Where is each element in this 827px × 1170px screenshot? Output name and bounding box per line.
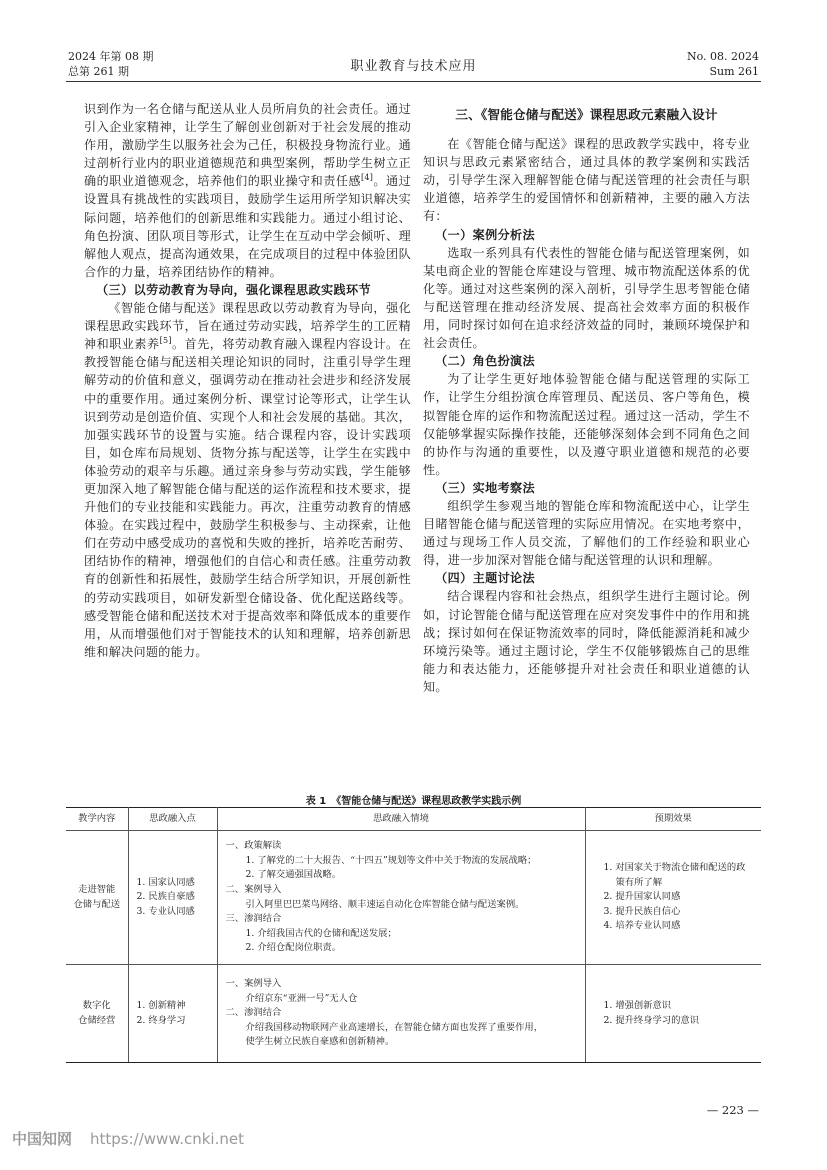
cell-line: 策有所了解 xyxy=(615,876,662,888)
section-heading: （二）角色扮演法 xyxy=(435,354,536,369)
cell-integration-points xyxy=(128,831,217,965)
cell-line: 1. 创新精神 xyxy=(136,999,186,1011)
cell-line: 引入阿里巴巴菜鸟网络、顺丰速运自动化仓库智能仓储与配送案例。 xyxy=(245,898,525,910)
section-heading: （三）以劳动教育为导向，强化课程思政实践环节 xyxy=(96,282,371,297)
paragraph: 结合课程内容和社会热点，组织学生进行主题讨论。例如，讨论智能仓储与配送管理在应对突发事件中的作用和挑战；探讨如何在保证物流效率的同时，降低能源消耗和减少环境污染等。通过主题讨论，学生不仅能够锻炼自己的思维能力和表达能力，还能够提升对社会责任和职业道德的认知。 xyxy=(423,589,750,694)
cell-situation xyxy=(217,831,585,965)
paragraph: 在《智能仓储与配送》课程的思政教学实践中，将专业知识与思政元素紧密结合，通过具体的教学案例和实践活动，引导学生深入理解智能仓储与配送管理的社会责任与职业道德，培养学生的爱国情怀和创新精神，主要的融入方法有： xyxy=(423,137,750,224)
cell-line: 二、渗润结合 xyxy=(225,1007,282,1019)
header-total: 总第 261 期 xyxy=(68,65,129,78)
cell-line: 1. 增强创新意识 xyxy=(603,999,672,1011)
cnki-watermark xyxy=(12,1128,244,1149)
header-total-en: Sum 261 xyxy=(709,65,759,78)
cell-line: 一、政策解读 xyxy=(225,840,282,852)
page-number: — 223 — xyxy=(706,1103,759,1117)
header-issue: 2024 年第 08 期 xyxy=(68,50,154,63)
cell-line: 2. 民族自豪感 xyxy=(136,891,195,903)
paragraph-text: 。通过设置具有挑战性的实践项目，鼓励学生运用所学知识解决实际问题，培养他们的创新思维和实践能力。通过小组讨论、角色扮演、团队项目等形式，让学生在互动中学会倾听、理解他人观点，提高沟通效果，在完成项目的过程中体验团队合作的力量，培养团结协作的精神。 xyxy=(84,174,411,279)
column-header: 预期效果 xyxy=(585,808,761,831)
right-column xyxy=(423,100,750,696)
column-header: 教学内容 xyxy=(66,808,128,831)
cell-situation xyxy=(217,965,585,1063)
table-row xyxy=(66,965,761,1063)
column-header: 思政融入情境 xyxy=(217,808,585,831)
cell-line: 1. 介绍我国古代的仓储和配送发展； xyxy=(245,927,397,939)
cell-line: 2. 了解交通强国战略。 xyxy=(245,869,341,881)
cell-line: 仓储经营 xyxy=(78,1014,116,1026)
cell-line: 1. 国家认同感 xyxy=(136,876,195,888)
cell-line: 2. 提升国家认同感 xyxy=(603,891,681,903)
citation-ref[interactable]: [4] xyxy=(361,173,374,183)
cell-line: 三、渗润结合 xyxy=(225,913,282,925)
cell-effects xyxy=(585,831,761,965)
column-header: 思政融入点 xyxy=(128,808,217,831)
cell-line: 使学生树立民族自豪感和创新精神。 xyxy=(245,1036,395,1048)
table-header-row xyxy=(66,808,761,831)
cell-line: 走进智能 xyxy=(78,883,116,895)
cell-integration-points xyxy=(128,965,217,1063)
cell-effects xyxy=(585,965,761,1063)
cell-line: 1. 对国家关于物流仓储和配送的政 xyxy=(603,862,746,874)
cell-teaching-content xyxy=(66,965,128,1063)
cell-line: 2. 提升终身学习的意识 xyxy=(603,1014,699,1026)
paragraph xyxy=(84,100,411,281)
header-rule xyxy=(66,81,761,82)
cell-line: 介绍我国移动物联网产业高速增长，在智能仓储方面也发挥了重要作用， xyxy=(245,1021,544,1033)
cell-line: 4. 培养专业认同感 xyxy=(603,920,681,932)
section-heading: （一）案例分析法 xyxy=(435,227,536,242)
paragraph: 组织学生参观当地的智能仓库和物流配送中心，让学生目睹智能仓储与配送管理的实际应用情况。在实地考察中，通过与现场工作人员交流，了解他们的工作经验和职业心得，进一步加深对智能仓储与配送管理的认识和理解。 xyxy=(423,498,750,568)
watermark-name: 中国知网 xyxy=(12,1130,73,1148)
watermark-url[interactable]: https://www.cnki.net xyxy=(90,1130,244,1148)
paragraph: 选取一系列具有代表性的智能仓储与配送管理案例，如某电商企业的智能仓库建设与管理、城市物流配送体系的优化等。通过对这些案例的深入剖析，引导学生思考智能仓储与配送管理在推动经济发展、提高社会效率方面的积极作用，同时探讨如何在追求经济效益的同时，兼顾环境保护和社会责任。 xyxy=(423,245,750,351)
cell-line: 3. 专业认同感 xyxy=(136,905,195,917)
chapter-heading: 三、《智能仓储与配送》课程思政元素融入设计 xyxy=(455,107,718,122)
cell-line: 二、案例导入 xyxy=(225,883,282,895)
header-issue-en: No. 08. 2024 xyxy=(686,50,759,63)
cell-teaching-content xyxy=(66,831,128,965)
paragraph: 为了让学生更好地体验智能仓储与配送管理的实际工作，让学生分组扮演仓库管理员、配送员、客户等角色，模拟智能仓库的运作和物流配送过程。通过这一活动，学生不仅能够掌握实际操作技能，还能够深刻体会到不同角色之间的协作与沟通的重要性，以及遵守职业道德和规范的必要性。 xyxy=(423,372,750,477)
header-issue-info-en xyxy=(687,49,759,79)
cell-line: 仓储与配送 xyxy=(73,898,120,910)
cell-line: 一、案例导入 xyxy=(225,978,282,990)
cell-line: 数字化 xyxy=(82,999,111,1011)
cell-line: 2. 介绍仓配岗位职责。 xyxy=(245,942,341,954)
journal-title: 职业教育与技术应用 xyxy=(350,59,477,74)
paragraph xyxy=(84,299,411,661)
practice-table xyxy=(66,807,761,1063)
section-heading: （三）实地考察法 xyxy=(435,480,536,495)
table-row xyxy=(66,831,761,965)
paragraph-text: 《智能仓储与配送》课程思政以劳动教育为导向，强化课程思政实践环节，旨在通过劳动实践，培养学生的工匠精神和职业素养 xyxy=(84,301,411,352)
left-column xyxy=(84,100,411,661)
citation-ref[interactable]: [5] xyxy=(159,336,172,346)
table-caption: 表 1 《智能仓储与配送》课程思政教学实践示例 xyxy=(305,796,522,807)
paragraph-text: 识到作为一名仓储与配送从业人员所肩负的社会责任。通过引入企业家精神，让学生了解创业创新对于社会发展的推动作用，激励学生以服务社会为己任，积极投身物流行业。通过剖析行业内的职业道德规范和典型案例，帮助学生树立正确的职业道德观念，培养他们的职业操守和责任感 xyxy=(84,102,411,189)
cell-line: 3. 提升民族自信心 xyxy=(603,905,681,917)
cell-line: 1. 了解党的二十大报告、“十四五”规划等文件中关于物流的发展战略； xyxy=(245,854,537,866)
paragraph-text: 。首先，将劳动教育融入课程内容设计。在教授智能仓储与配送相关理论知识的同时，注重引导学生理解劳动的价值和意义，强调劳动在推动社会进步和经济发展中的重要作用。通过案例分析、课堂讨论等形式，让学生认识到劳动是创造价值、实现个人和社会发展的基础。其次，加强实践环节的设置与实施。结合课程内容，设计实践项目，如仓库布局规划、货物分拣与配送等，让学生在实践中体验劳动的艰辛与乐趣。通过亲身参与劳动实践，学生能够更加深入地了解智能仓储与配送的运作流程和技术要求，提升他们的专业技能和实践能力。再次，注重劳动教育的情感体验。在实践过程中，鼓励学生积极参与、主动探索，让他们在劳动中感受成功的喜悦和失败的挫折，培养吃苦耐劳、团结协作的精神，增强他们的自信心和责任感。注重劳动教育的创新性和拓展性，鼓励学生结合所学知识，开展创新性的劳动实践项目，如研发新型仓储设备、优化配送路线等。感受智能仓储和配送技术对于提高效率和降低成本的重要作用，从而增强他们对于智能技术的认知和理解，培养创新思维和解决问题的能力。 xyxy=(84,337,411,659)
section-heading: （四）主题讨论法 xyxy=(435,571,536,586)
cell-line: 2. 终身学习 xyxy=(136,1014,186,1026)
cell-line: 介绍京东“亚洲一号”无人仓 xyxy=(245,992,358,1004)
